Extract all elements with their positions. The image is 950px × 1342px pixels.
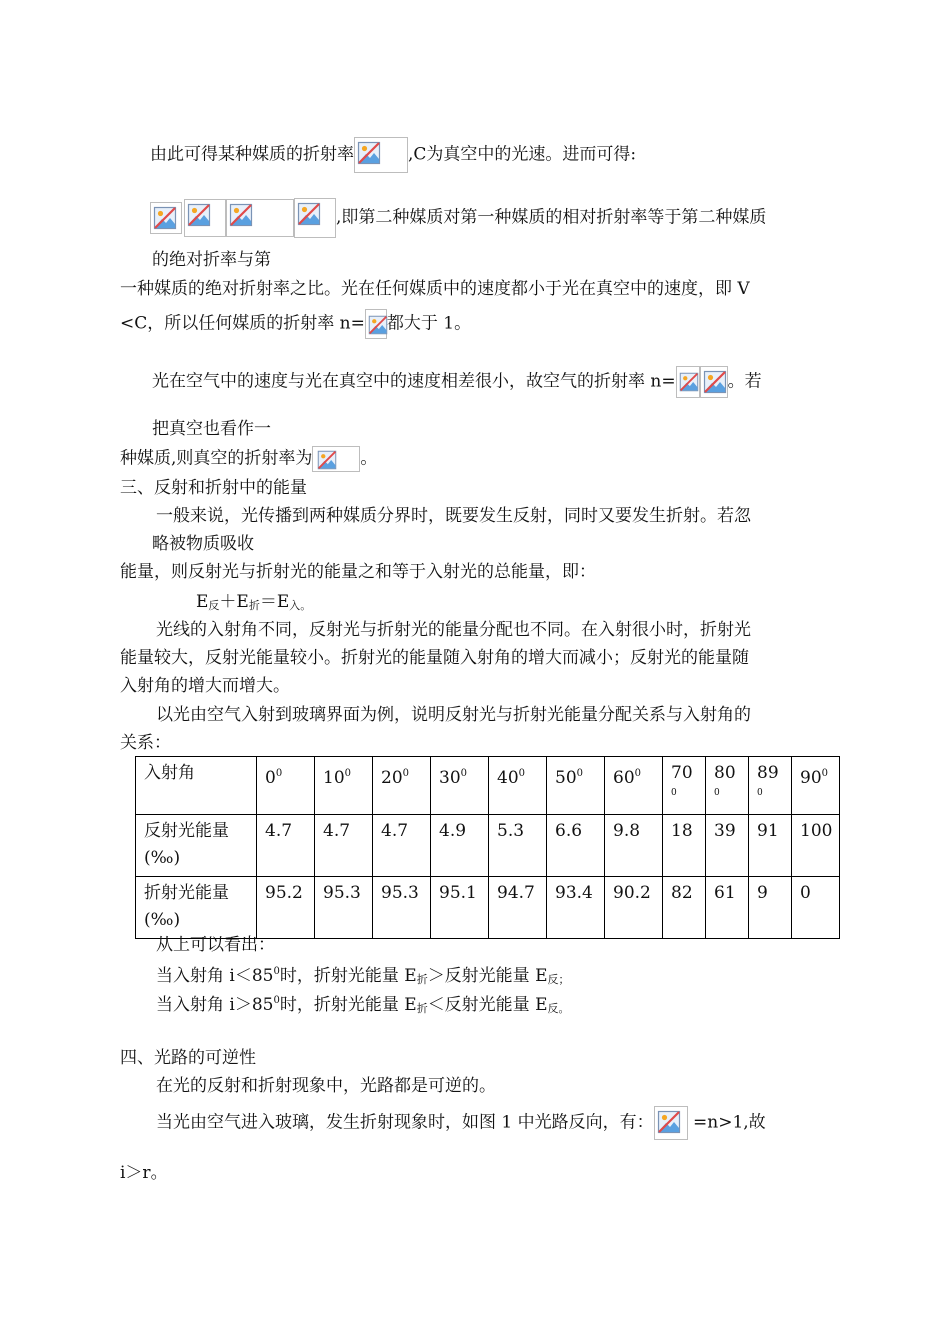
formula-image: [184, 199, 226, 237]
angle-cell: $40^0$: [489, 757, 547, 815]
reflect-cell: 6.6: [547, 815, 605, 877]
refract-cell: 95.1: [431, 877, 489, 939]
refract-cell: 9: [749, 877, 792, 939]
refract-label: 折射光能量 (‰): [136, 877, 257, 939]
conclusion-line2: 当入射角 $i>85^0$时，折射光能量 E折＜反射光能量 E反。: [156, 995, 570, 1015]
formula-image: [365, 309, 387, 339]
angle-cell: $10^0$: [315, 757, 373, 815]
formula-image: [226, 199, 294, 237]
header-label: 入射角: [136, 757, 257, 815]
section3-p3-line1: 以光由空气入射到玻璃界面为例，说明反射光与折射光能量分配关系与入射角的: [156, 705, 751, 725]
energy-table: [135, 756, 840, 939]
refract-cell: 82: [663, 877, 706, 939]
para3-line3: 种媒质,则真空的折射率为 。: [120, 446, 377, 472]
para3-line2: 把真空也看作一: [152, 419, 271, 439]
reflect-cell: 4.7: [373, 815, 431, 877]
table-row: [136, 815, 840, 877]
broken-image-icon: [229, 203, 253, 227]
broken-image-icon: [657, 1110, 681, 1134]
conclusion-line1: 当入射角 $i<85^0$时，折射光能量 E折＞反射光能量 E反；: [156, 966, 570, 986]
angle-cell: 89 0: [749, 757, 792, 815]
angle-cell: $30^0$: [431, 757, 489, 815]
broken-image-icon: [297, 202, 321, 226]
formula-image: [294, 198, 336, 238]
section4-p2: 当光由空气进入玻璃，发生折射现象时，如图 1 中光路反向，有： =n>1,故: [156, 1106, 766, 1140]
refract-cell: 0: [792, 877, 840, 939]
broken-image-icon: [679, 370, 699, 394]
angle-cell: $60^0$: [605, 757, 663, 815]
refract-cell: 95.3: [373, 877, 431, 939]
para2-line3: 一种媒质的绝对折射率之比。光在任何媒质中的速度都小于光在真空中的速度，即 V: [120, 279, 750, 299]
section4-p1: 在光的反射和折射现象中，光路都是可逆的。: [156, 1076, 496, 1096]
formula-image: [676, 366, 700, 398]
refract-cell: 90.2: [605, 877, 663, 939]
section3-p1-line1: 一般来说，光传播到两种媒质分界时，既要发生反射，同时又要发生折射。若忽: [156, 506, 751, 526]
angle-cell: 70 0: [663, 757, 706, 815]
reflect-cell: 4.7: [315, 815, 373, 877]
para2-line1: ,即第二种媒质对第一种媒质的相对折射率等于第二种媒质: [150, 198, 766, 238]
section3-heading: 三、反射和折射中的能量: [120, 478, 307, 498]
para2-line4: <C，所以任何媒质的折射率 n= 都大于 1。: [120, 309, 471, 339]
section3-p2-line2: 能量较大，反射光能量较小。折射光的能量随入射角的增大而减小；反射光的能量随: [120, 648, 749, 668]
formula-image: [354, 137, 408, 173]
broken-image-icon: [187, 203, 211, 227]
refract-cell: 95.2: [257, 877, 315, 939]
energy-formula: E反＋E折＝E入。: [196, 592, 312, 612]
refract-cell: 94.7: [489, 877, 547, 939]
angle-cell: $90^0$: [792, 757, 840, 815]
table-row: [136, 877, 840, 939]
refract-cell: 61: [706, 877, 749, 939]
para3-line1: 光在空气中的速度与光在真空中的速度相差很小，故空气的折射率 n= 。若: [152, 366, 762, 398]
formula-image: [312, 446, 360, 472]
broken-image-icon: [357, 141, 381, 165]
reflect-cell: 9.8: [605, 815, 663, 877]
formula-image: [700, 366, 728, 398]
reflect-label: 反射光能量 (‰): [136, 815, 257, 877]
para2-line2: 的绝对折率与第: [152, 250, 271, 270]
reflect-cell: 5.3: [489, 815, 547, 877]
broken-image-icon: [315, 450, 339, 470]
section4-p3: i＞r。: [120, 1163, 168, 1183]
formula-image: [654, 1106, 688, 1140]
reflect-cell: 100: [792, 815, 840, 877]
conclusion-intro: 从上可以看出：: [156, 935, 275, 955]
broken-image-icon: [368, 313, 388, 337]
reflect-cell: 4.7: [257, 815, 315, 877]
section3-p2-line3: 入射角的增大而增大。: [120, 676, 290, 696]
section3-p3-line2: 关系：: [120, 733, 171, 753]
section3-p1-line2: 略被物质吸收: [152, 534, 254, 554]
broken-image-icon: [153, 206, 177, 230]
angle-cell: 80 0: [706, 757, 749, 815]
table-row: [136, 757, 840, 815]
refract-cell: 93.4: [547, 877, 605, 939]
broken-image-icon: [703, 370, 727, 394]
formula-image: [150, 202, 182, 234]
reflect-cell: 4.9: [431, 815, 489, 877]
section3-p2-line1: 光线的入射角不同，反射光与折射光的能量分配也不同。在入射很小时，折射光: [156, 620, 751, 640]
angle-cell: $0^0$: [257, 757, 315, 815]
section4-heading: 四、光路的可逆性: [120, 1048, 256, 1068]
reflect-cell: 39: [706, 815, 749, 877]
section3-p1-line3: 能量，则反射光与折射光的能量之和等于入射光的总能量，即：: [120, 562, 596, 582]
para1-line: 由此可得某种媒质的折射率 ,C为真空中的光速。进而可得:: [150, 137, 636, 173]
angle-cell: $50^0$: [547, 757, 605, 815]
reflect-cell: 18: [663, 815, 706, 877]
reflect-cell: 91: [749, 815, 792, 877]
refract-cell: 95.3: [315, 877, 373, 939]
angle-cell: $20^0$: [373, 757, 431, 815]
